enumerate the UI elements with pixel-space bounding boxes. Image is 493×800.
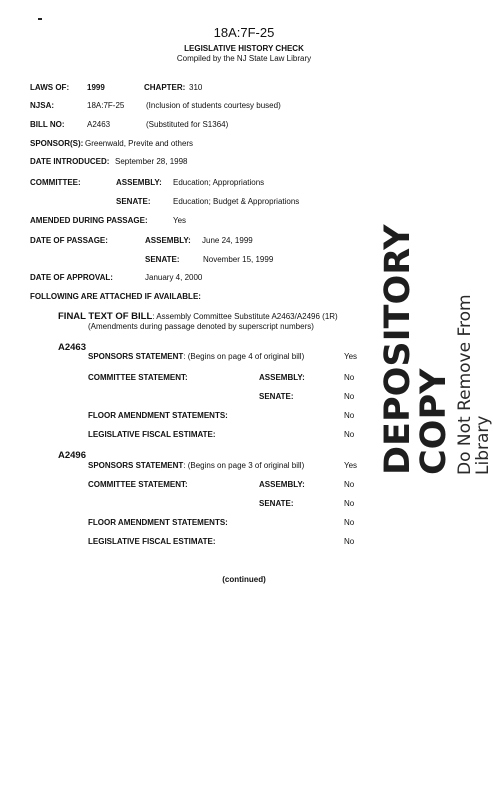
sponsors-statement-value: Yes — [344, 461, 358, 470]
amended-label: AMENDED DURING PASSAGE: — [30, 216, 148, 225]
continued-note: (continued) — [222, 575, 266, 584]
page-title: 18A:7F-25 — [213, 25, 275, 40]
sponsors-statement-label: SPONSORS STATEMENT — [88, 352, 184, 361]
passage-senate-label: SENATE: — [145, 255, 180, 264]
sponsors-value: Greenwald, Previte and others — [85, 139, 194, 148]
committee-senate-value: Education; Budget & Appropriations — [173, 197, 300, 206]
passage-assembly-label: ASSEMBLY: — [145, 236, 191, 245]
njsa-value: 18A:7F-25 — [87, 101, 125, 110]
sponsors-statement-note: : (Begins on page 4 of original bill) — [183, 352, 305, 361]
passage-senate-value: November 15, 1999 — [203, 255, 274, 264]
committee-statement-senate-value: No — [344, 499, 355, 508]
passage-assembly-value: June 24, 1999 — [202, 236, 253, 245]
compiled-by: Compiled by the NJ State Law Library — [176, 54, 312, 63]
njsa-label: NJSA: — [30, 101, 55, 110]
committee-statement-senate-label: SENATE: — [259, 392, 294, 401]
committee-assembly-value: Education; Appropriations — [173, 178, 265, 187]
final-text-note: (Amendments during passage denoted by superscript numbers) — [88, 322, 314, 331]
floor-amendment-label: FLOOR AMENDMENT STATEMENTS: — [88, 518, 228, 527]
depository-stamp — [378, 224, 493, 475]
final-text-label: FINAL TEXT OF BILL — [58, 311, 153, 322]
date-introduced-label: DATE INTRODUCED: — [30, 157, 110, 166]
committee-statement-assembly-label: ASSEMBLY: — [259, 373, 305, 382]
floor-amendment-value: No — [344, 411, 355, 420]
sponsors-statement-line — [88, 461, 304, 470]
committee-statement-assembly-value: No — [344, 480, 355, 489]
page-subtitle: LEGISLATIVE HISTORY CHECK — [184, 44, 304, 53]
committee-label: COMMITTEE: — [30, 178, 81, 187]
following-heading: FOLLOWING ARE ATTACHED IF AVAILABLE: — [30, 292, 201, 301]
stamp-line-depository-copy: DEPOSITORY COPY — [378, 224, 454, 475]
bill-heading: A2496 — [58, 450, 86, 461]
floor-amendment-value: No — [344, 518, 355, 527]
sponsors-label: SPONSOR(S): — [30, 139, 84, 148]
laws-of-value: 1999 — [87, 83, 105, 92]
floor-amendment-label: FLOOR AMENDMENT STATEMENTS: — [88, 411, 228, 420]
sponsors-statement-label: SPONSORS STATEMENT — [88, 461, 184, 470]
committee-statement-label: COMMITTEE STATEMENT: — [88, 373, 188, 382]
committee-statement-assembly-value: No — [344, 373, 355, 382]
amended-value: Yes — [173, 216, 187, 225]
sponsors-statement-line — [88, 352, 304, 361]
fiscal-estimate-label: LEGISLATIVE FISCAL ESTIMATE: — [88, 430, 216, 439]
committee-senate-label: SENATE: — [116, 197, 151, 206]
sponsors-statement-note: : (Begins on page 3 of original bill) — [183, 461, 305, 470]
chapter-label: CHAPTER: — [144, 83, 186, 92]
fiscal-estimate-value: No — [344, 537, 355, 546]
stamp-line-do-not-remove: Do Not Remove From Library — [455, 294, 493, 475]
date-of-approval-label: DATE OF APPROVAL: — [30, 273, 113, 282]
bill-no-note: (Substituted for S1364) — [146, 120, 229, 129]
scan-mark — [38, 18, 42, 20]
date-introduced-value: September 28, 1998 — [115, 157, 188, 166]
bill-heading: A2463 — [58, 342, 86, 353]
njsa-note: (Inclusion of students courtesy bused) — [146, 101, 281, 110]
committee-statement-senate-label: SENATE: — [259, 499, 294, 508]
fiscal-estimate-value: No — [344, 430, 355, 439]
committee-statement-assembly-label: ASSEMBLY: — [259, 480, 305, 489]
committee-assembly-label: ASSEMBLY: — [116, 178, 162, 187]
sponsors-statement-value: Yes — [344, 352, 358, 361]
fiscal-estimate-label: LEGISLATIVE FISCAL ESTIMATE: — [88, 537, 216, 546]
committee-statement-senate-value: No — [344, 392, 355, 401]
date-of-passage-label: DATE OF PASSAGE: — [30, 236, 108, 245]
date-of-approval-value: January 4, 2000 — [145, 273, 203, 282]
bill-no-label: BILL NO: — [30, 120, 65, 129]
final-text-value: : Assembly Committee Substitute A2463/A2496 (1R) — [152, 312, 338, 321]
chapter-value: 310 — [189, 83, 203, 92]
committee-statement-label: COMMITTEE STATEMENT: — [88, 480, 188, 489]
laws-of-label: LAWS OF: — [30, 83, 70, 92]
final-text-line — [58, 311, 338, 322]
bill-no-value: A2463 — [87, 120, 111, 129]
